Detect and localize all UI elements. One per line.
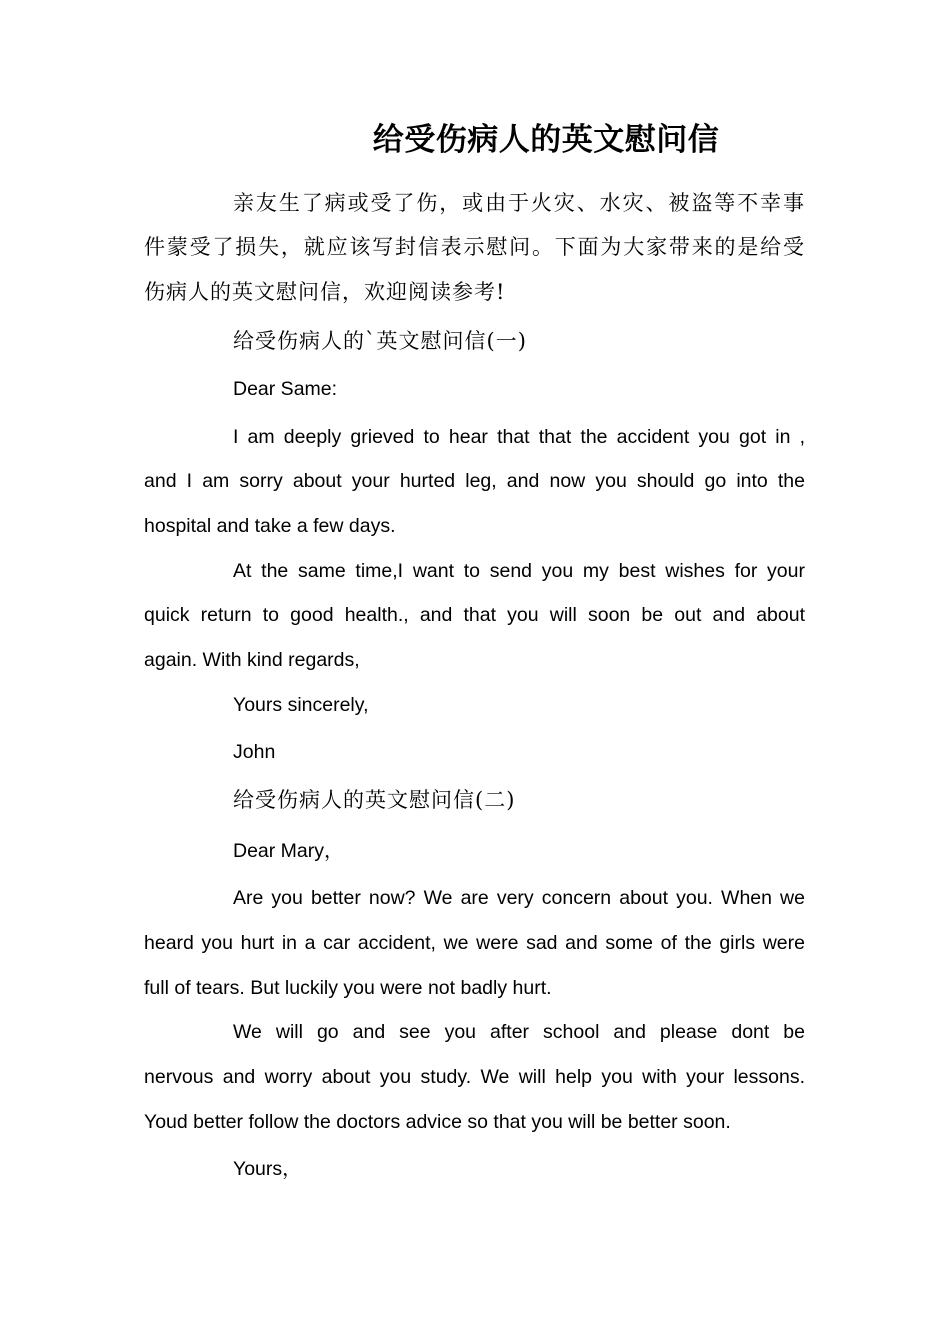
letter2-para1-line: heard you hurt in a car accident, we were sad and some of the girls were (144, 932, 805, 954)
letter1-para2-line: At the same time,I want to send you my best wishes for your (233, 560, 805, 582)
letter1-para2-line: again. With kind regards, (144, 649, 360, 671)
letter1-heading: 给受伤病人的`英文慰问信(一) (233, 329, 527, 353)
letter2-para2-line: nervous and worry about you study. We will help you with your lessons. (144, 1066, 805, 1088)
letter2-para2-line: We will go and see you after school and please dont be (233, 1021, 805, 1043)
document-title: 给受伤病人的英文慰问信 (372, 122, 720, 158)
letter1-para1-line: I am deeply grieved to hear that that the accident you got in , (233, 426, 805, 448)
letter2-closing: Yours， (233, 1158, 302, 1180)
letter1-para1-line: and I am sorry about your hurted leg, and now you should go into the (144, 470, 805, 492)
intro-line: 件蒙受了损失，就应该写封信表示慰问。下面为大家带来的是给受 (144, 235, 805, 259)
letter2-para1-line: full of tears. But luckily you were not badly hurt. (144, 977, 552, 999)
intro-line: 伤病人的英文慰问信，欢迎阅读参考! (144, 280, 506, 304)
letter1-para2-line: quick return to good health., and that you will soon be out and about (144, 604, 805, 626)
letter2-heading: 给受伤病人的英文慰问信(二) (233, 788, 516, 812)
letter1-closing: Yours sincerely, (233, 694, 369, 716)
letter1-salutation: Dear Same: (233, 378, 338, 400)
letter1-signature: John (233, 741, 276, 763)
intro-line: 亲友生了病或受了伤，或由于火灾、水灾、被盗等不幸事 (233, 191, 805, 215)
letter1-para1-line: hospital and take a few days. (144, 515, 396, 537)
letter2-para2-line: Youd better follow the doctors advice so that you will be better soon. (144, 1111, 731, 1133)
letter2-para1-line: Are you better now? We are very concern about you. When we (233, 887, 805, 909)
letter2-salutation: Dear Mary， (233, 840, 344, 862)
